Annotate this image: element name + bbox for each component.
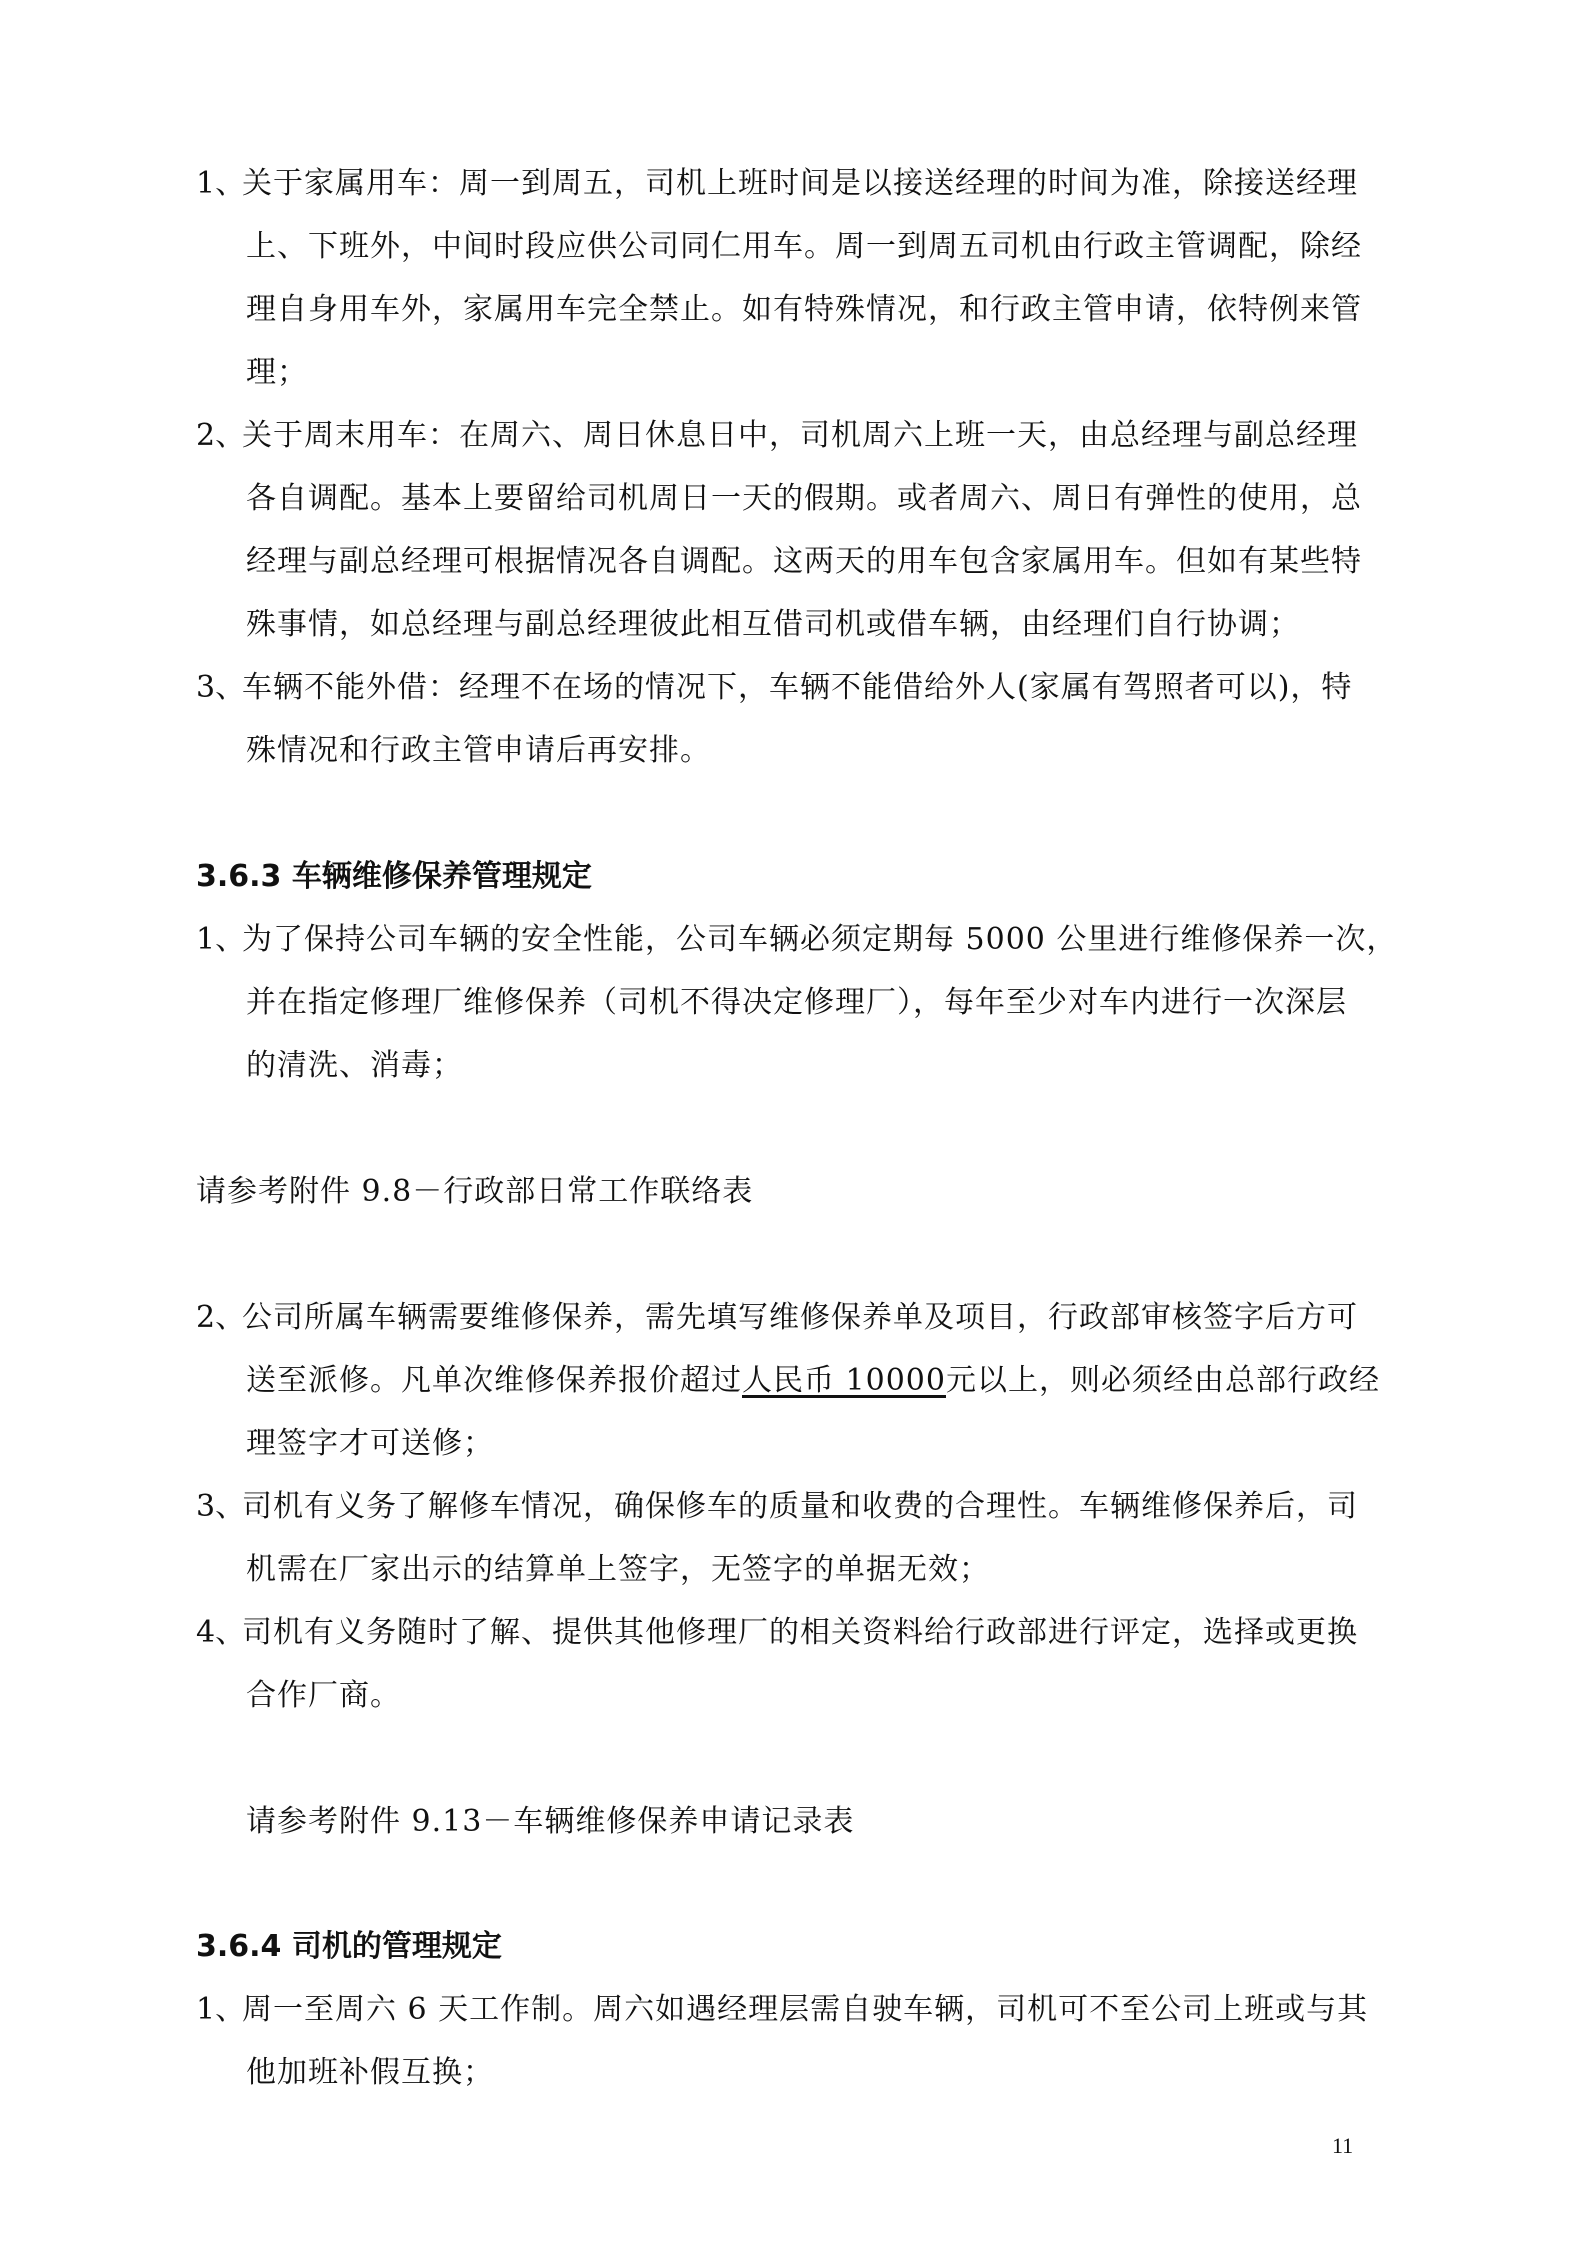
- list-item-line: 车辆不能外借：经理不在场的情况下，车辆不能借给外人(家属有驾照者可以)，特: [242, 670, 1353, 705]
- list-item-number: 2、: [196, 418, 246, 453]
- list-item-line: 殊事情，如总经理与副总经理彼此相互借司机或借车辆，由经理们自行协调；: [246, 607, 1300, 642]
- section-heading: 3.6.3 车辆维修保养管理规定: [196, 859, 592, 894]
- list-item-line: 司机有义务了解修车情况，确保修车的质量和收费的合理性。车辆维修保养后，司: [242, 1489, 1358, 1524]
- reference-note: 请参考附件 9.13－车辆维修保养申请记录表: [246, 1804, 855, 1839]
- list-item-line: [246, 1361, 1380, 1401]
- list-item-line: 理签字才可送修；: [246, 1426, 494, 1461]
- list-item-number: 1、: [196, 1992, 246, 2027]
- section-heading: 3.6.4 司机的管理规定: [196, 1929, 502, 1964]
- list-item-line: 并在指定修理厂维修保养（司机不得决定修理厂），每年至少对车内进行一次深层: [246, 985, 1347, 1020]
- list-item-number: 1、: [196, 922, 246, 957]
- list-item-line: 为了保持公司车辆的安全性能，公司车辆必须定期每 5000 公里进行维修保养一次，: [242, 922, 1398, 957]
- list-item-line: 上、下班外，中间时段应供公司同仁用车。周一到周五司机由行政主管调配，除经: [246, 229, 1362, 264]
- list-item-line: 经理与副总经理可根据情况各自调配。这两天的用车包含家属用车。但如有某些特: [246, 544, 1362, 579]
- text-segment: 送至派修。凡单次维修保养报价超过: [246, 1363, 742, 1398]
- list-item-number: 4、: [196, 1615, 246, 1650]
- list-item-line: 周一至周六 6 天工作制。周六如遇经理层需自驶车辆，司机可不至公司上班或与其: [242, 1992, 1369, 2027]
- list-item-number: 3、: [196, 670, 246, 705]
- list-item-line: 殊情况和行政主管申请后再安排。: [246, 733, 711, 768]
- list-item-line: 理；: [246, 355, 308, 390]
- list-item-line: 机需在厂家出示的结算单上签字，无签字的单据无效；: [246, 1552, 990, 1587]
- list-item-line: 司机有义务随时了解、提供其他修理厂的相关资料给行政部进行评定，选择或更换: [242, 1615, 1358, 1650]
- page-number: 11: [1332, 2133, 1354, 2158]
- list-item-line: 关于家属用车：周一到周五，司机上班时间是以接送经理的时间为准，除接送经理: [242, 166, 1358, 201]
- list-item-number: 1、: [196, 166, 246, 201]
- list-item-number: 3、: [196, 1489, 246, 1524]
- list-item-number: 2、: [196, 1300, 246, 1335]
- list-item-line: 的清洗、消毒；: [246, 1048, 463, 1083]
- list-item-line: 理自身用车外，家属用车完全禁止。如有特殊情况，和行政主管申请，依特例来管: [246, 292, 1362, 327]
- reference-note: 请参考附件 9.8－行政部日常工作联络表: [196, 1174, 754, 1209]
- list-item-line: 他加班补假互换；: [246, 2055, 494, 2090]
- list-item-line: 关于周末用车：在周六、周日休息日中，司机周六上班一天，由总经理与副总经理: [242, 418, 1358, 453]
- list-item-line: 公司所属车辆需要维修保养，需先填写维修保养单及项目，行政部审核签字后方可: [242, 1300, 1358, 1335]
- text-segment: 元以上，则必须经由总部行政经: [945, 1363, 1380, 1398]
- list-item-line: 合作厂商。: [246, 1678, 401, 1713]
- underlined-amount: 人民币 10000: [742, 1363, 946, 1398]
- list-item-line: 各自调配。基本上要留给司机周日一天的假期。或者周六、周日有弹性的使用，总: [246, 481, 1362, 516]
